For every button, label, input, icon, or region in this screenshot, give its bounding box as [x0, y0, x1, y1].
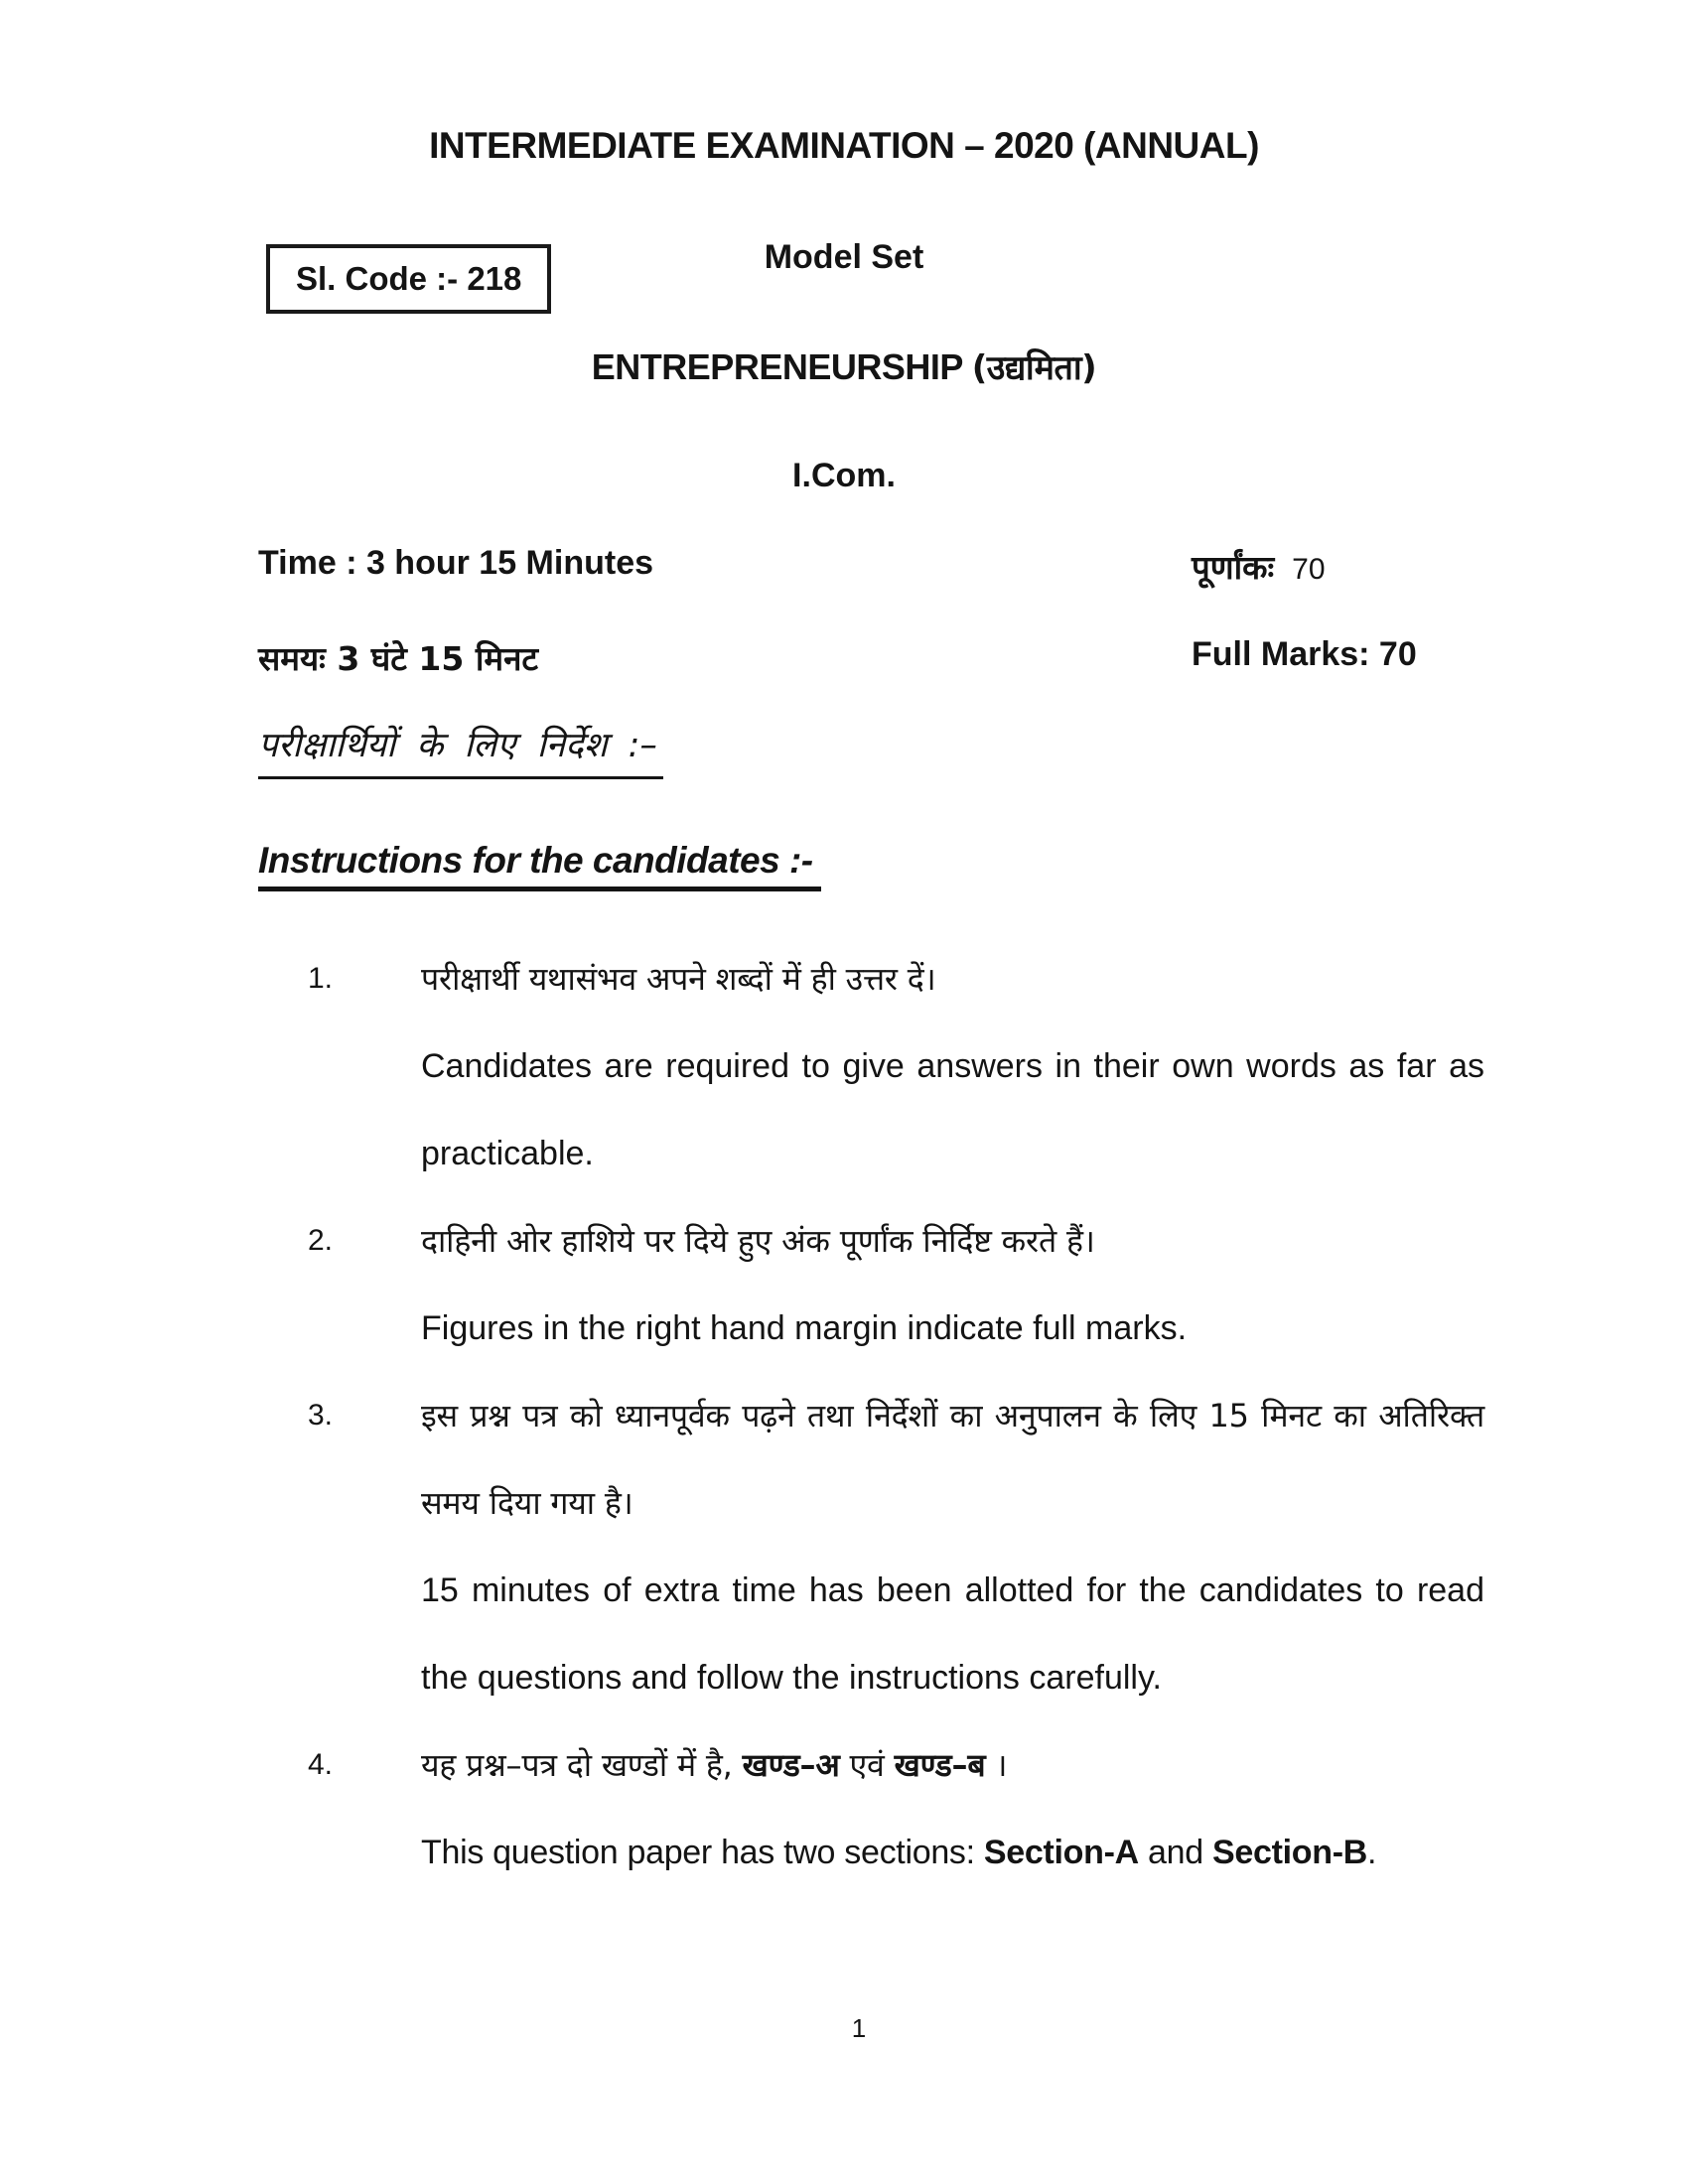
full-marks-hindi-label: पूर्णांकः [1192, 548, 1275, 587]
instruction-2-hindi: दाहिनी ओर हाशिये पर दिये हुए अंक पूर्णांक निर्दिष्ट करते हैं। [421, 1222, 1095, 1260]
instruction-3-english: 15 minutes of extra time has been allotted for the candidates to read the questions and follow the instructions carefully. [421, 1571, 1484, 1697]
section-a-english: Section-A [983, 1834, 1139, 1871]
instruction-item-4 [308, 1721, 1484, 1896]
model-set-label: Model Set [764, 238, 924, 276]
page-number: 1 [851, 2013, 867, 2043]
serial-code-text: Sl. Code :- 218 [296, 260, 522, 297]
full-marks-english: Full Marks: 70 [1192, 635, 1417, 673]
instruction-2-body [421, 1197, 1484, 1372]
meta-row-time-english [258, 544, 1489, 594]
full-marks-hindi [1192, 544, 1326, 589]
instruction-3-hindi: इस प्रश्न पत्र को ध्यानपूर्वक पढ़ने तथा निर्देशों का अनुपालन के लिए 15 मिनट का अतिरिक्त समय दिया गया है। [421, 1397, 1484, 1522]
instruction-4-hindi: यह प्रश्न–पत्र दो खण्डों में है, खण्ड–अ एवं खण्ड–ब । [421, 1746, 1008, 1784]
instruction-1-english: Candidates are required to give answers in their own words as far as practicable. [421, 1047, 1484, 1172]
instruction-4-english: This question paper has two sections: Section-A and Section-B. [421, 1834, 1377, 1871]
subject-title [0, 343, 1688, 389]
instruction-item-1 [308, 935, 1484, 1197]
instructions-list [308, 935, 1484, 1896]
instruction-1-hindi: परीक्षार्थी यथासंभव अपने शब्दों में ही उत्तर दें। [421, 960, 936, 998]
instruction-1-number: 1. [308, 962, 334, 995]
subject-title-hindi: (उद्यमिता) [971, 348, 1097, 388]
instruction-3-body [421, 1372, 1484, 1721]
time-allowed-english: Time : 3 hour 15 Minutes [258, 544, 654, 582]
section-b-english: Section-B [1212, 1834, 1368, 1871]
instruction-item-2 [308, 1197, 1484, 1372]
section-b-hindi: खण्ड–ब [894, 1746, 986, 1784]
instruction-3-number: 3. [308, 1399, 334, 1432]
instruction-2-english: Figures in the right hand margin indicate full marks. [421, 1309, 1188, 1347]
instruction-4-body [421, 1721, 1484, 1896]
section-a-hindi: खण्ड–अ [742, 1746, 840, 1784]
instructions-heading-hindi: परीक्षार्थियों के लिए निर्देश :– [258, 721, 663, 779]
meta-row-time-hindi [258, 635, 1489, 685]
stream-label: I.Com. [792, 457, 896, 494]
instruction-1-body [421, 935, 1484, 1197]
subject-title-english: ENTREPRENEURSHIP [591, 346, 963, 387]
full-marks-hindi-value: 70 [1292, 553, 1326, 586]
instruction-4-number: 4. [308, 1748, 334, 1781]
page-title: INTERMEDIATE EXAMINATION – 2020 (ANNUAL) [429, 125, 1259, 166]
instruction-item-3 [308, 1372, 1484, 1721]
instructions-heading-english: Instructions for the candidates :- [258, 840, 821, 891]
instruction-2-number: 2. [308, 1224, 334, 1257]
time-allowed-hindi: समयः 3 घंटे 15 मिनट [258, 639, 539, 678]
